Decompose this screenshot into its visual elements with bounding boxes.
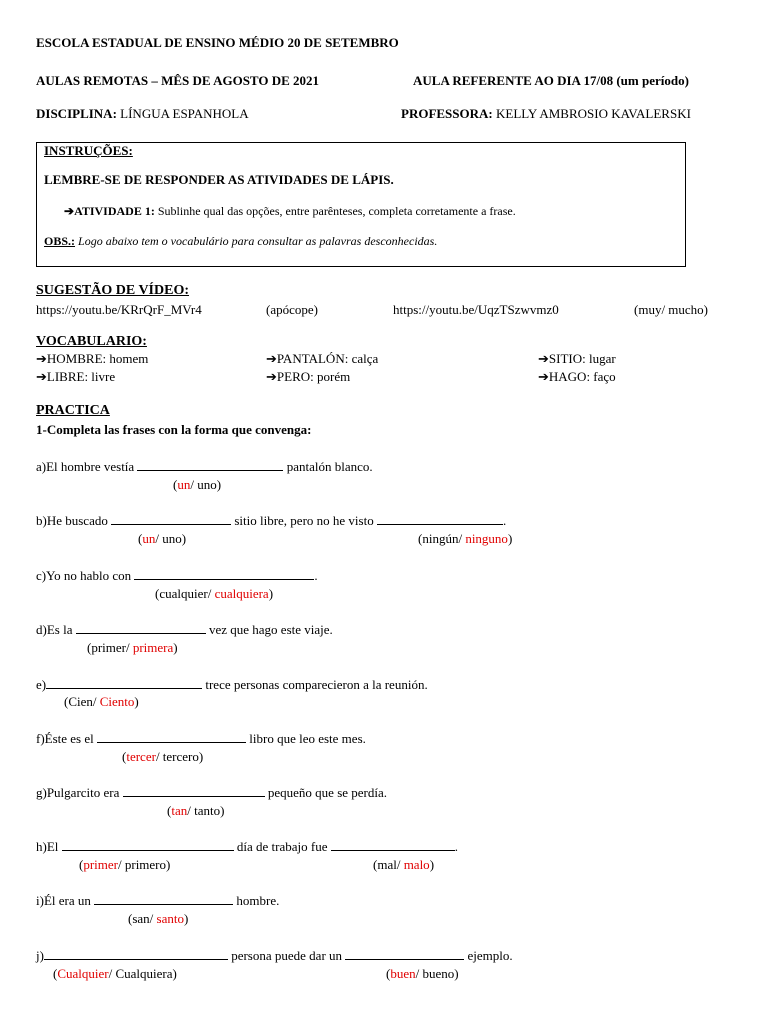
vocab-item-pantalon: ➔PANTALÓN: calça (266, 351, 379, 366)
exercise-g-options (167, 803, 224, 819)
option-highlighted: primer (83, 857, 118, 872)
exercise-b-blank-2[interactable] (377, 513, 503, 525)
exercise-h-end: . (454, 839, 458, 854)
exercise-g-start: g)Pulgarcito era (36, 785, 123, 800)
option-highlighted: ninguno (465, 531, 508, 546)
exercise-b-options-2 (418, 531, 512, 547)
option-rest: / uno) (190, 477, 222, 492)
option-highlighted: cualquiera (214, 586, 269, 601)
exercise-i (36, 893, 279, 909)
video-title: SUGESTÃO DE VÍDEO: (36, 283, 190, 298)
option-paren: ) (134, 694, 139, 709)
option-highlighted: un (142, 531, 156, 546)
exercise-j-options-2 (386, 966, 459, 982)
video-topic-2: (muy/ mucho) (634, 302, 709, 317)
exercise-h-options-1 (79, 857, 170, 873)
option-highlighted: Cualquier (57, 966, 109, 981)
discipline-label: DISCIPLINA: (36, 106, 117, 121)
option-highlighted: tercer (126, 749, 156, 764)
option-paren: ) (173, 640, 178, 655)
instructions-title: INSTRUÇÕES: (44, 143, 133, 158)
exercise-d-options (87, 640, 178, 656)
vocab-item-hago: ➔HAGO: faço (538, 369, 616, 384)
teacher-value: KELLY AMBROSIO KAVALERSKI (492, 106, 691, 121)
exercise-c (36, 568, 318, 584)
exercise-j-mid: persona puede dar un (227, 948, 346, 963)
option-rest: / uno) (155, 531, 187, 546)
teacher-label: PROFESSORA: (401, 106, 493, 121)
exercise-i-end: hombre. (233, 893, 280, 908)
option-highlighted: buen (390, 966, 416, 981)
option-rest: / primero) (118, 857, 171, 872)
exercise-j-start: j) (36, 948, 44, 963)
practice-instruction: 1-Completa las frases con la forma que convenga: (36, 422, 312, 437)
exercise-h (36, 839, 458, 855)
pencil-reminder: LEMBRE-SE DE RESPONDER AS ATIVIDADES DE LÁPIS. (44, 172, 394, 187)
exercise-e-start: e) (36, 677, 47, 692)
option-paren: ( (173, 477, 178, 492)
exercise-c-blank[interactable] (134, 568, 314, 580)
exercise-i-blank[interactable] (94, 893, 233, 905)
activity-line (64, 204, 516, 219)
exercise-c-start: c)Yo no hablo con (36, 568, 135, 583)
class-reference-date: AULA REFERENTE AO DIA 17/08 (um período) (413, 73, 689, 88)
exercise-g-end: pequeño que se perdía. (264, 785, 388, 800)
option-rest: (ningún/ (418, 531, 466, 546)
exercise-a-end: pantalón blanco. (283, 459, 373, 474)
exercise-f-end: libro que leo este mes. (246, 731, 366, 746)
option-rest: (Cien/ (64, 694, 100, 709)
discipline-value: LÍNGUA ESPANHOLA (116, 106, 249, 121)
option-highlighted: santo (156, 911, 184, 926)
exercise-j-options-1 (53, 966, 177, 982)
exercise-f-blank[interactable] (97, 731, 246, 743)
vocab-item-libre: ➔LIBRE: livre (36, 369, 116, 384)
option-rest: (cualquier/ (155, 586, 215, 601)
exercise-e-end: trece personas comparecieron a la reunión. (202, 677, 428, 692)
exercise-h-blank-1[interactable] (62, 839, 234, 851)
option-rest: / bueno) (415, 966, 459, 981)
exercise-b-end: . (502, 513, 507, 528)
exercise-e-blank[interactable] (46, 677, 202, 689)
option-rest: / tercero) (155, 749, 204, 764)
option-rest: (mal/ (373, 857, 404, 872)
exercise-j (36, 948, 513, 964)
option-highlighted: malo (403, 857, 430, 872)
option-paren: ( (138, 531, 143, 546)
option-paren: ( (122, 749, 127, 764)
exercise-f-start: f)Éste es el (36, 731, 98, 746)
vocabulary-title: VOCABULARIO: (36, 334, 147, 349)
option-paren: ) (507, 531, 513, 546)
exercise-j-blank-2[interactable] (345, 948, 464, 960)
video-link-1[interactable]: https://youtu.be/KRrQrF_MVr4 (36, 302, 202, 317)
exercise-e-options (64, 694, 139, 710)
option-paren: ( (79, 857, 84, 872)
exercise-j-end: ejemplo. (464, 948, 513, 963)
option-paren: ) (429, 857, 435, 872)
option-highlighted: un (177, 477, 191, 492)
exercise-h-mid: día de trabajo fue (233, 839, 331, 854)
video-link-2[interactable]: https://youtu.be/UqzTSzwvmz0 (393, 302, 559, 317)
exercise-d (36, 622, 333, 638)
option-rest: (primer/ (87, 640, 133, 655)
exercise-b-blank-1[interactable] (111, 513, 231, 525)
option-paren: ( (167, 803, 172, 818)
exercise-e (36, 677, 428, 693)
obs-text: Logo abaixo tem o vocabulário para consultar as palavras desconhecidas. (75, 234, 438, 248)
vocab-item-pero: ➔PERO: porém (266, 369, 351, 384)
remote-classes-title: AULAS REMOTAS – MÊS DE AGOSTO DE 2021 (36, 73, 320, 88)
exercise-g-blank[interactable] (123, 785, 265, 797)
vocab-item-sitio: ➔SITIO: lugar (538, 351, 616, 366)
obs-line (44, 234, 437, 249)
practice-title: PRACTICA (36, 403, 110, 418)
option-rest: / Cualquiera) (108, 966, 177, 981)
exercise-f (36, 731, 366, 747)
school-name: ESCOLA ESTADUAL DE ENSINO MÉDIO 20 DE SETEMBRO (36, 35, 399, 50)
option-rest: (san/ (128, 911, 157, 926)
exercise-j-blank-1[interactable] (44, 948, 228, 960)
discipline-line (36, 106, 249, 122)
exercise-d-end: vez que hago este viaje. (205, 622, 333, 637)
exercise-c-end: . (314, 568, 318, 583)
exercise-h-start: h)El (36, 839, 62, 854)
exercise-i-options (128, 911, 188, 927)
exercise-b-start: b)He buscado (36, 513, 112, 528)
option-paren: ( (53, 966, 58, 981)
exercise-b-options-1 (138, 531, 186, 547)
exercise-a-options (173, 477, 221, 493)
exercise-a-blank[interactable] (137, 459, 283, 471)
exercise-g (36, 785, 387, 801)
video-topic-1: (apócope) (266, 302, 318, 317)
activity-text: Sublinhe qual das opções, entre parênteses, completa corretamente a frase. (154, 204, 516, 218)
option-highlighted: primera (132, 640, 174, 655)
exercise-h-blank-2[interactable] (331, 839, 455, 851)
exercise-f-options (122, 749, 203, 765)
exercise-c-options (155, 586, 273, 602)
arrow-icon: ➔ (64, 204, 75, 218)
option-highlighted: tan (171, 803, 188, 818)
exercise-d-blank[interactable] (76, 622, 206, 634)
option-paren: ( (386, 966, 391, 981)
option-paren: ) (183, 911, 189, 926)
exercise-a (36, 459, 373, 475)
exercise-a-start: a)El hombre vestía (36, 459, 138, 474)
exercise-h-options-2 (373, 857, 434, 873)
option-paren: ) (268, 586, 274, 601)
vocab-item-hombre: ➔HOMBRE: homem (36, 351, 149, 366)
option-rest: / tanto) (187, 803, 225, 818)
exercise-b-mid: sitio libre, pero no he visto (231, 513, 377, 528)
teacher-line (401, 106, 691, 122)
exercise-b (36, 513, 506, 529)
activity-label: ATIVIDADE 1: (74, 204, 155, 218)
option-highlighted: Ciento (99, 694, 135, 709)
exercise-i-start: i)Él era un (36, 893, 95, 908)
obs-label: OBS.: (44, 234, 76, 248)
exercise-d-start: d)Es la (36, 622, 76, 637)
